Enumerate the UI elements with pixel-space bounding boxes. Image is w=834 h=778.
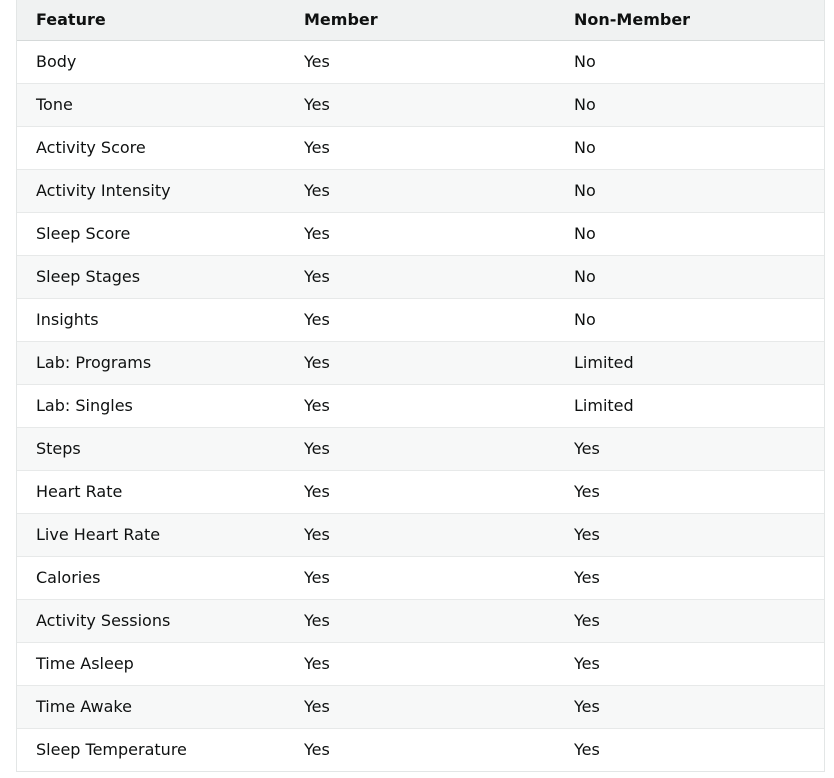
feature-cell: Lab: Singles: [17, 385, 285, 428]
table-row: [17, 557, 824, 600]
member-cell: Yes: [285, 127, 555, 170]
non-member-cell: Yes: [555, 514, 824, 557]
table-row: [17, 514, 824, 557]
non-member-cell: Yes: [555, 471, 824, 514]
non-member-cell: No: [555, 84, 824, 127]
non-member-cell: Yes: [555, 686, 824, 729]
table-header: [17, 0, 824, 41]
member-cell: Yes: [285, 428, 555, 471]
non-member-cell: No: [555, 170, 824, 213]
table-row: [17, 213, 824, 256]
table-body: [17, 41, 824, 772]
table-row: [17, 41, 824, 84]
table-row: [17, 170, 824, 213]
member-cell: Yes: [285, 514, 555, 557]
table-row: [17, 84, 824, 127]
feature-cell: Activity Score: [17, 127, 285, 170]
feature-cell: Heart Rate: [17, 471, 285, 514]
table-row: [17, 127, 824, 170]
feature-cell: Insights: [17, 299, 285, 342]
table-row: [17, 600, 824, 643]
non-member-cell: Yes: [555, 557, 824, 600]
table-row: [17, 643, 824, 686]
header-row: [17, 0, 824, 41]
non-member-cell: No: [555, 213, 824, 256]
comparison-table-container: [16, 0, 825, 772]
member-cell: Yes: [285, 170, 555, 213]
header-non-member: Non-Member: [555, 0, 824, 41]
table-row: [17, 256, 824, 299]
member-cell: Yes: [285, 557, 555, 600]
non-member-cell: Yes: [555, 428, 824, 471]
table-row: [17, 342, 824, 385]
non-member-cell: Yes: [555, 729, 824, 772]
member-cell: Yes: [285, 471, 555, 514]
table-row: [17, 471, 824, 514]
member-cell: Yes: [285, 41, 555, 84]
member-cell: Yes: [285, 729, 555, 772]
member-cell: Yes: [285, 686, 555, 729]
feature-cell: Live Heart Rate: [17, 514, 285, 557]
member-cell: Yes: [285, 342, 555, 385]
member-cell: Yes: [285, 299, 555, 342]
feature-cell: Time Asleep: [17, 643, 285, 686]
table-row: [17, 686, 824, 729]
feature-cell: Activity Intensity: [17, 170, 285, 213]
non-member-cell: No: [555, 127, 824, 170]
feature-cell: Sleep Temperature: [17, 729, 285, 772]
non-member-cell: Limited: [555, 342, 824, 385]
table-row: [17, 729, 824, 772]
member-cell: Yes: [285, 84, 555, 127]
feature-cell: Sleep Score: [17, 213, 285, 256]
non-member-cell: Limited: [555, 385, 824, 428]
feature-cell: Calories: [17, 557, 285, 600]
feature-cell: Lab: Programs: [17, 342, 285, 385]
non-member-cell: Yes: [555, 600, 824, 643]
feature-cell: Time Awake: [17, 686, 285, 729]
table-row: [17, 428, 824, 471]
member-cell: Yes: [285, 643, 555, 686]
non-member-cell: No: [555, 256, 824, 299]
non-member-cell: No: [555, 299, 824, 342]
member-cell: Yes: [285, 213, 555, 256]
feature-cell: Body: [17, 41, 285, 84]
feature-cell: Activity Sessions: [17, 600, 285, 643]
header-feature: Feature: [17, 0, 285, 41]
non-member-cell: No: [555, 41, 824, 84]
table-row: [17, 385, 824, 428]
feature-cell: Steps: [17, 428, 285, 471]
feature-cell: Tone: [17, 84, 285, 127]
member-cell: Yes: [285, 385, 555, 428]
table-row: [17, 299, 824, 342]
feature-comparison-table: [17, 0, 824, 771]
member-cell: Yes: [285, 256, 555, 299]
non-member-cell: Yes: [555, 643, 824, 686]
header-member: Member: [285, 0, 555, 41]
member-cell: Yes: [285, 600, 555, 643]
feature-cell: Sleep Stages: [17, 256, 285, 299]
